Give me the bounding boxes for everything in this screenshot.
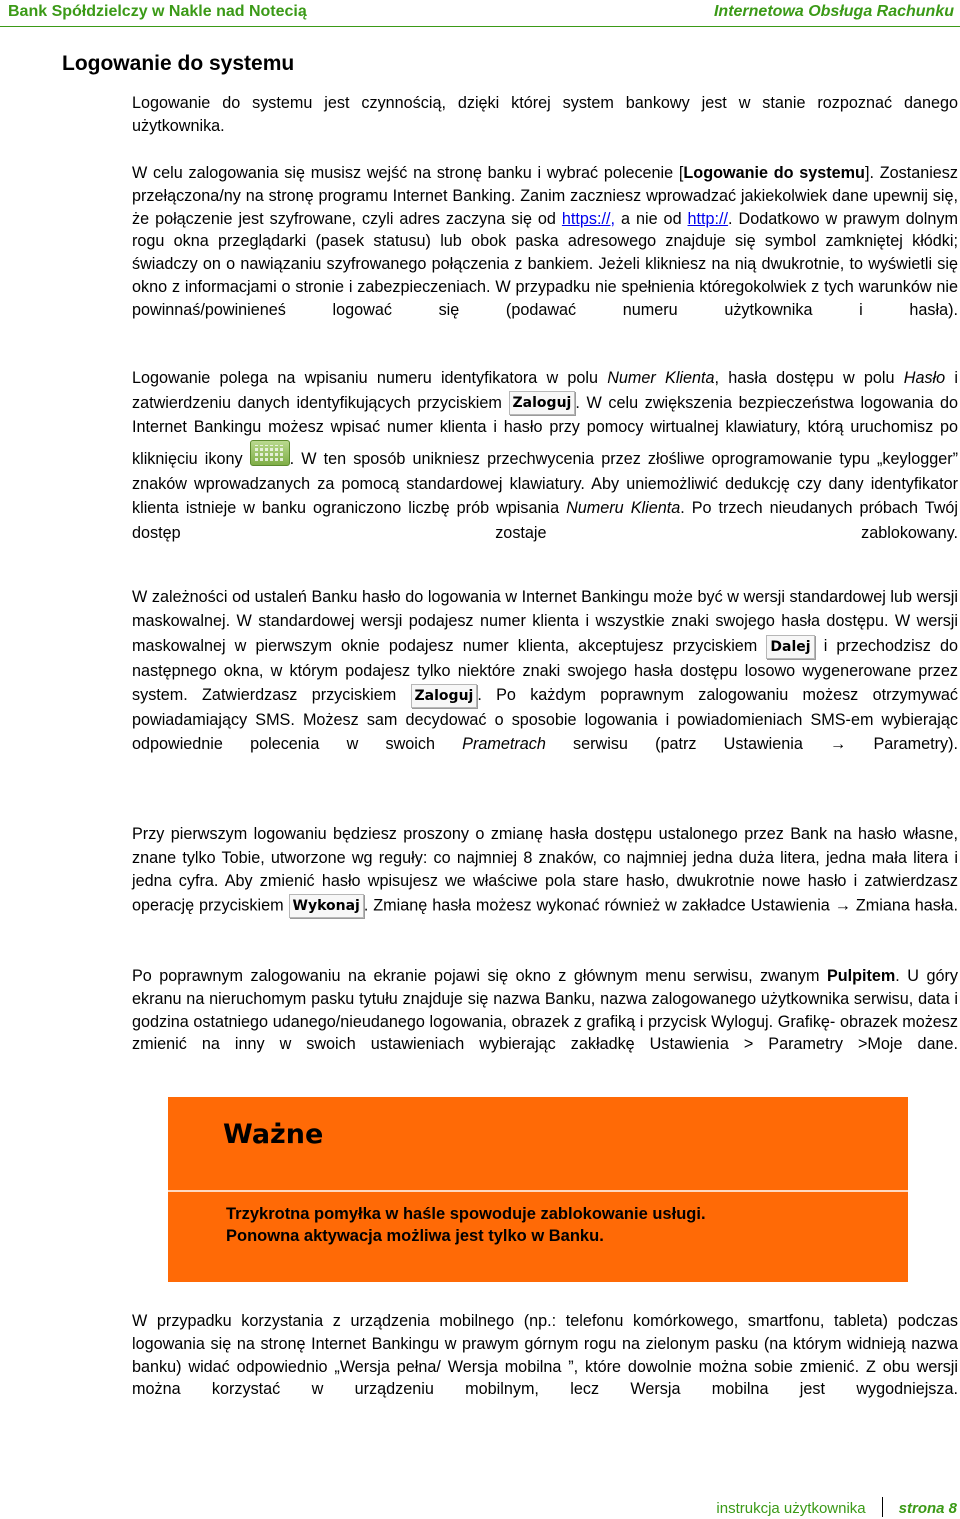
text-run: . W celu zwiększenia bezpieczeństwa logowania do Internet Bankingu możesz wpisać numer klienta i hasło przy pomocy wirtualnej klawiatury, którą uruchomisz po kliknięciu ikony [132, 393, 958, 468]
paragraph-first-login-text [132, 823, 958, 918]
settings-name-text: Prametrach [462, 735, 546, 754]
text-run: ]. Zostaniesz przełączona/ny na stronę programu Internet Banking. Zanim zaczniesz wprowadzać jakiekolwiek dane upewnij się, że połączenie jest szyfrowane, czyli adres zaczyna się od [132, 164, 958, 228]
paragraph-login-method-text [132, 366, 958, 545]
text-run: i przechodzisz do następnego okna, w którym podajesz tylko niektóre znaki swojego hasła dostępu losowo wygenerowane przez system. Zatwierdzasz przyciskiem [132, 636, 958, 704]
text-run: . U góry ekranu na nieruchomym pasku tytułu znajduje się nazwa Banku, nazwa zalogowanego użytkownika serwisu, data i godzina ostatniego udanego/nieudanego logowania, obrazek z grafiką i przycisk Wyloguj. Grafikę- obrazek możesz zmienić na inny w swoich ustawieniach wybierając zakładkę Ustawienia > Parametry >Moje dane. [132, 967, 958, 1054]
text-run: Po poprawnym zalogowaniu na ekranie pojawi się okno z głównym menu serwisu, zwanym [132, 967, 827, 985]
field-name-text: Numer Klienta [607, 369, 715, 387]
text-run: . W ten sposób unikniesz przechwycenia przez złośliwe oprogramowanie typu „keylogger” znaków wprowadzanych za pomocą standardowej klawiatury. Aby uniemożliwić dedukcję czy dany identyfikator klienta istnieje w banku ograniczono liczbę prób wpisania [132, 449, 958, 518]
header-bank-name: Bank Spółdzielczy w Nakle nad Notecią [8, 3, 307, 20]
field-name-text: Hasło [903, 369, 946, 387]
page-number: strona 8 [898, 1500, 957, 1517]
text-run: . Po każdym poprawnym zalogowaniu możesz otrzymywać powiadamiający SMS. Możesz sam decydować o sposobie logowania i powiadomieniach SMS-em wybierając odpowiednie polecenia w swoich [132, 685, 959, 754]
section-title: Logowanie do systemu [62, 52, 295, 75]
text-run: W zależności od ustaleń Banku hasło do logowania w Internet Bankingu może być w wersji standardowej lub wersji maskowalnej. W standardowej wersji podajesz numer klienta i wszystkie znaki swojego hasła dostępu. W wersji maskowalnej w pierwszym oknie podajesz numer klienta, akceptujesz przyciskiem [132, 588, 958, 655]
text-run: Przy pierwszym logowaniu będziesz proszony o zmianę hasła dostępu ustalonego przez Bank na hasło własne, znane tylko Tobie, utworzone wg reguły: co najmniej 8 znaków, co najmniej jedna duża litera, jedna mała litera i jedna cyfra. Aby zmienić hasło wpisujesz we właściwe pola stare hasło, dwukrotnie nowe hasło i zatwierdzasz operację przyciskiem [132, 825, 958, 915]
header-service-name: Internetowa Obsługa Rachunku [713, 3, 954, 20]
warning-line-2: Ponowna aktywacja możliwa jest tylko w Banku. [226, 1227, 604, 1245]
paragraph-dashboard [132, 965, 958, 1056]
paragraph-first-login [132, 823, 958, 918]
paragraph-mobile-text: W przypadku korzystania z urządzenia mobilnego (np.: telefonu komórkowego, smartfonu, tableta) podczas logowania się na stronę Internet Bankingu w prawym górnym rogu na zielonym pasku (na którym widnieją nazwa banku) widać odpowiednio „Wersja pełna/ Wersja mobilna ”, które dowolnie można sobie zmienić. Z obu wersji można korzystać w urządzeniu mobilnym, lecz Wersja mobilna jest wygodniejsza. [132, 1312, 958, 1399]
text-run: , hasła dostępu w polu [714, 369, 904, 387]
header-divider [0, 26, 960, 27]
text-run: serwisu (patrz Ustawienia → Parametry). [545, 735, 958, 754]
text-run: a nie od [615, 209, 688, 228]
paragraph-login-steps-text [132, 162, 958, 322]
paragraph-intro-text: Logowanie do systemu jest czynnością, dzięki której system bankowy jest w stanie rozpoznać danego użytkownika. [132, 94, 958, 135]
paragraph-login-method [132, 366, 958, 545]
text-run: . Dodatkowo w prawym dolnym rogu okna przeglądarki (pasek statusu) lub obok paska adresowego znajduje się symbol zamkniętej kłódki; świadczy on o nawiązaniu szyfrowanego połączenia z bankiem. Jeżeli klikniesz na nią dwukrotnie, to wyświetli się okno z informacjami o stronie i zabezpieczeniach. W przypadku nie spełnienia któregokolwiek z tych warunków nie powinnaś/powinieneś logować się (podawać numeru użytkownika i hasła). [132, 209, 958, 319]
dalej-button[interactable]: Dalej [766, 635, 814, 659]
warning-line-1: Trzykrotna pomyłka w haśle spowoduje zablokowanie usługi. [226, 1205, 706, 1223]
footer-label: instrukcja użytkownika [716, 1500, 866, 1517]
https-link[interactable]: https://, [561, 209, 616, 228]
warning-heading: Ważne [223, 1119, 324, 1150]
text-run: W celu zalogowania się musisz wejść na stronę banku i wybrać polecenie [ [132, 164, 684, 182]
paragraph-intro [132, 92, 958, 138]
paragraph-password-versions-text [132, 585, 958, 756]
zaloguj-button[interactable]: Zaloguj [411, 684, 478, 708]
wykonaj-button[interactable]: Wykonaj [289, 894, 364, 918]
text-run: . Po trzech nieudanych próbach Twój dostęp zostaje zablokowany. [132, 499, 958, 542]
warning-body [226, 1203, 706, 1247]
paragraph-dashboard-text [132, 965, 958, 1056]
footer-separator [882, 1497, 883, 1517]
virtual-keyboard-icon[interactable] [250, 440, 290, 466]
dashboard-term: Pulpitem [826, 967, 896, 985]
menu-command-text: Logowanie do systemu [683, 164, 865, 182]
text-run: i zatwierdzeniu danych identyfikujących przyciskiem [132, 369, 958, 412]
paragraph-login-steps [132, 162, 958, 322]
paragraph-mobile [132, 1310, 958, 1401]
warning-box [168, 1097, 908, 1282]
http-link[interactable]: http:// [687, 209, 729, 228]
paragraph-password-versions [132, 585, 958, 756]
page-footer [716, 1497, 957, 1517]
text-run: . Zmianę hasła możesz wykonać również w zakładce Ustawienia → Zmiana hasła. [363, 896, 958, 915]
text-run: Logowanie polega na wpisaniu numeru identyfikatora w polu [132, 369, 608, 387]
field-name-text: Numeru Klienta [566, 499, 681, 518]
zaloguj-button[interactable]: Zaloguj [509, 391, 576, 415]
warning-divider [168, 1190, 908, 1192]
